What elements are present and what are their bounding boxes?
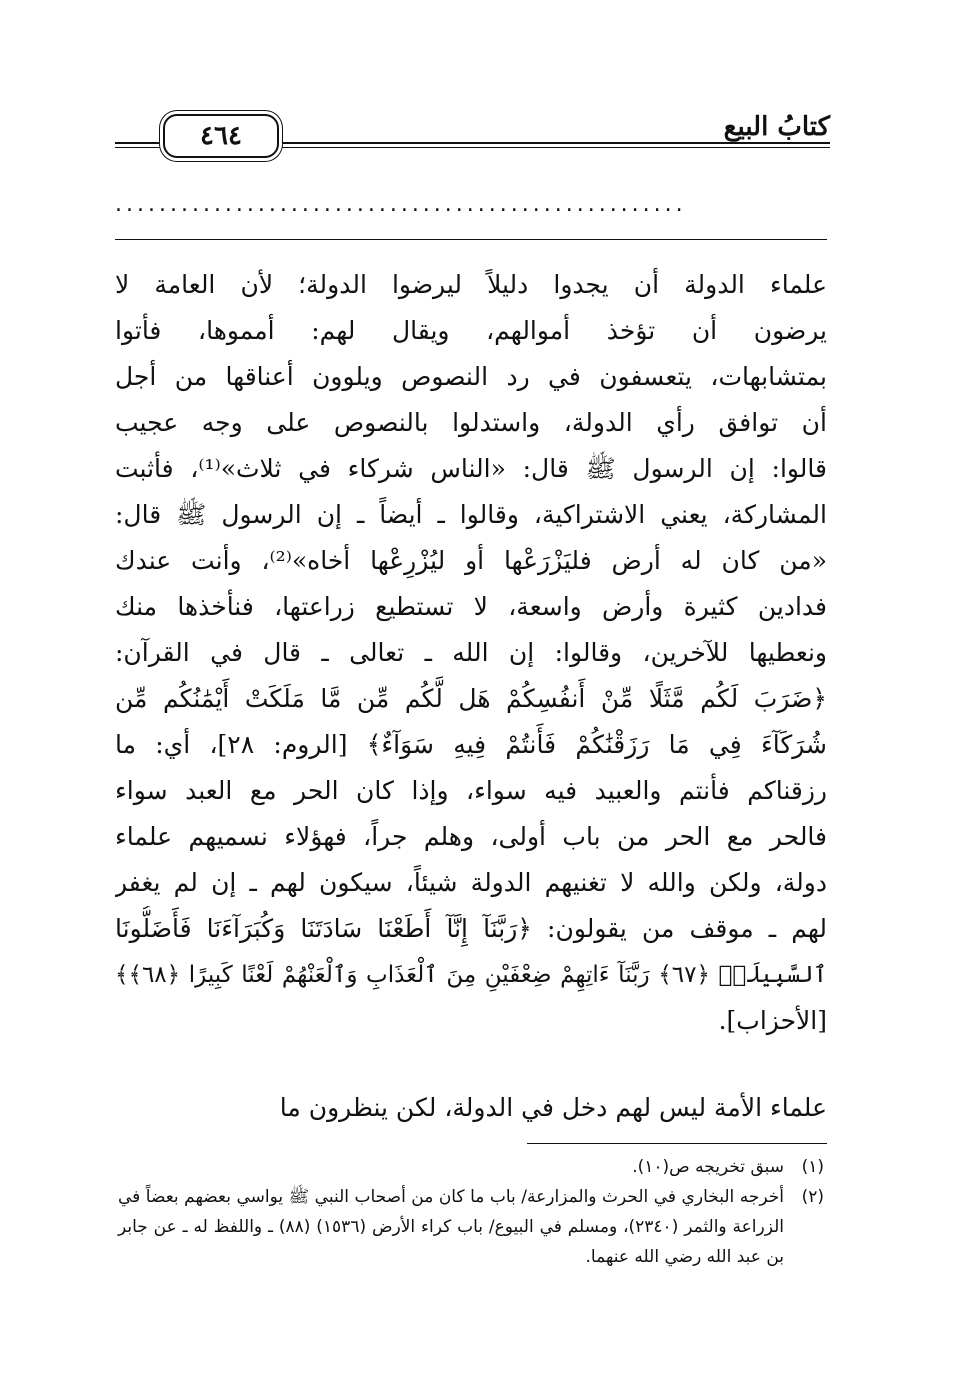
- page-header: [115, 100, 830, 160]
- footnote-text: سبق تخريجه ص(١٠).: [632, 1157, 784, 1177]
- quran-verse-line: لهم ـ موقف من يقولون: ﴿رَبَّنَآ إِنَّآ أَطَعْنَا سَادَتَنَا وَكُبَرَآءَنَا فَأَضَلُّونَا: [115, 914, 827, 943]
- body-line: المشاركة، يعني الاشتراكية، وقالوا ـ أيضاً ـ إن الرسول ﷺ قال:: [115, 500, 827, 529]
- footnote-2: [118, 1182, 824, 1272]
- footnote-text: أخرجه البخاري في الحرث والمزارعة/ باب ما كان من أصحاب النبي ﷺ يواسي بعضهم بعضاً في الزراعة والثمر (٢٣٤٠)، ومسلم في البيوع/ باب كراء الأرض (١٥٣٦) (٨٨) ـ واللفظ له ـ عن جابر بن عبد الله رضي الله عنهما.: [118, 1187, 784, 1267]
- footnotes: [118, 1152, 824, 1272]
- footnote-1: [118, 1152, 824, 1182]
- body-line: فدادين كثيرة وأرض واسعة، لا تستطيع زراعتها، فنأخذها منك: [115, 592, 827, 621]
- main-body-text: [115, 262, 827, 1044]
- footnote-number: (٢): [801, 1187, 824, 1207]
- surah-reference: [الأحزاب].: [718, 1006, 827, 1035]
- body-line: فالحر مع الحر من باب أولى، وهلم جراً، فهؤلاء نسميهم علماء: [115, 822, 827, 851]
- footnote-separator: [527, 1143, 827, 1144]
- quran-verse-line: ٱلسَّبِيلَا۠ ﴿٦٧﴾ رَبَّنَآ ءَاتِهِمْ ضِعْفَيْنِ مِنَ ٱلْعَذَابِ وَٱلْعَنْهُمْ لَعْنًا كَبِيرًا ﴿٦٨﴾﴾: [115, 962, 827, 988]
- quran-verse-line: شُرَكَآءَ فِي مَا رَزَقْنَٰكُمْ فَأَنتُمْ فِيهِ سَوَآءٌ﴾ [الروم: ٢٨]، أي: ما: [115, 730, 827, 759]
- body-line: «من كان له أرض فليَزْرَعْها أو ليُزْرِعْها أخاه»⁽²⁾، وأنت عندك: [115, 546, 827, 575]
- closing-paragraph-line: علماء الأمة ليس لهم دخل في الدولة، لكن ينظرون ما: [279, 1093, 827, 1122]
- top-rule: [115, 239, 827, 240]
- running-title: كتابُ البيع: [723, 112, 830, 142]
- body-line: رزقناكم فأنتم والعبيد فيه سواء، وإذا كان الحر مع العبد سواء: [115, 776, 827, 805]
- continuation-dots: ....................................................: [115, 192, 687, 217]
- header-rule-right: [280, 142, 830, 148]
- body-line: قالوا: إن الرسول ﷺ قال: «الناس شركاء في ثلاث»⁽¹⁾، فأثبت: [115, 454, 827, 483]
- footnote-number: (١): [801, 1157, 824, 1177]
- body-line: دولة، ولكن والله لا تغنيهم الدولة شيئاً، سيكون لهم ـ إن لم يغفر: [115, 868, 827, 897]
- page-number: ٤٦٤: [163, 114, 279, 158]
- body-line: ونعطيها للآخرين، وقالوا: إن الله ـ تعالى ـ قال في القرآن:: [115, 638, 827, 667]
- header-rule-left: [115, 142, 160, 148]
- quran-verse-line: ﴿ضَرَبَ لَكُم مَّثَلًا مِّنْ أَنفُسِكُمْ هَل لَّكُم مِّن مَّا مَلَكَتْ أَيْمَٰنُكُم مِّن: [115, 684, 827, 713]
- body-line: بمتشابهات، يتعسفون في رد النصوص ويلوون أعناقها من أجل: [115, 362, 827, 391]
- body-line: أن توافق رأي الدولة، واستدلوا بالنصوص على وجه عجيب: [115, 408, 827, 437]
- body-line: يرضون أن تؤخذ أموالهم، ويقال لهم: أمموها، فأتوا: [115, 316, 827, 345]
- body-line: علماء الدولة أن يجدوا دليلاً ليرضوا الدولة؛ لأن العامة لا: [115, 270, 827, 299]
